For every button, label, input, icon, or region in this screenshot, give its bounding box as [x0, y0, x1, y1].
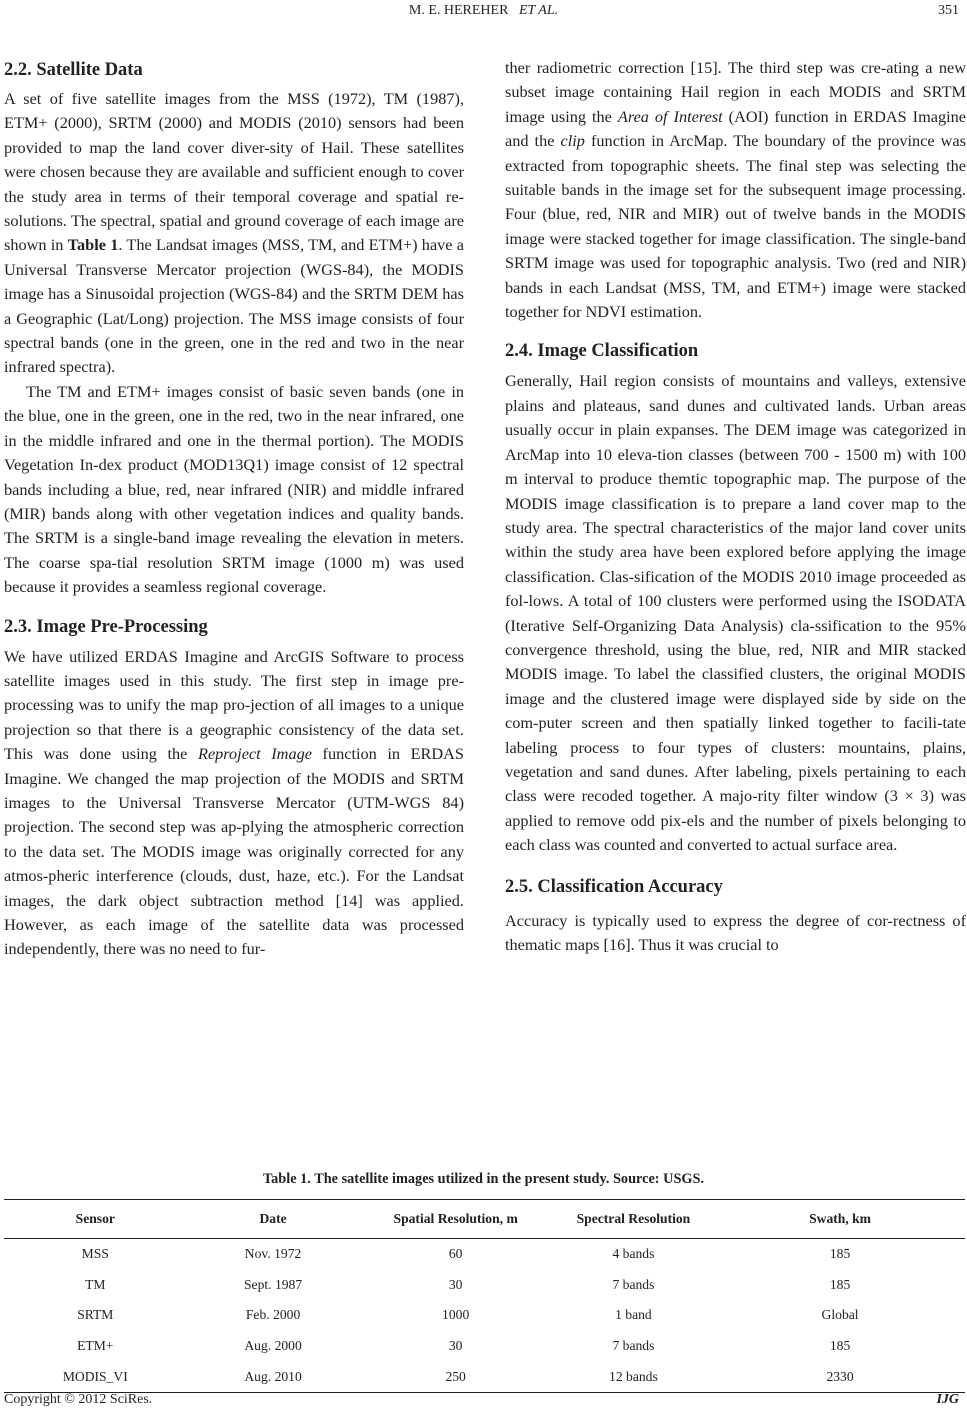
- right-column: [505, 56, 966, 957]
- table-cell: TM: [85, 1276, 106, 1292]
- table-reference[interactable]: Table 1: [67, 235, 119, 255]
- paragraph-text: . The Landsat images (MSS, TM, and ETM+) have a Universal Transverse Mercator projection (WGS-84), the MODIS image has a Sinusoidal projection (WGS-84) and the SRTM DEM has a Geographic (Lat/Long) projection. The MSS image consists of four spectral bands (one in the green, one in the red and two in the near infrared spectra).: [4, 235, 465, 377]
- table-cell: 60: [448, 1246, 463, 1262]
- table-cell: 185: [829, 1246, 851, 1262]
- table-cell: 1000: [442, 1307, 470, 1323]
- table-cell: 30: [448, 1338, 463, 1354]
- table-header-cell: Sensor: [4, 1200, 187, 1239]
- table-cell: ETM+: [77, 1338, 114, 1354]
- section-heading-2-2: 2.2. Satellite Data: [4, 60, 143, 80]
- left-column: [4, 56, 464, 962]
- table-cell: Nov. 1972: [244, 1246, 302, 1262]
- emphasis-reproject: Reproject Image: [198, 744, 312, 764]
- paragraph-2-4: Generally, Hail region consists of mountains and valleys, extensive plains and plateaus, sand dunes and cultivated lands. Urban areas usually occur in plain expanses. The DEM image was categorized in ArcMap into 10 eleva-tion classes (between 700 - 1500 m) with 100 m interval to produce themtic topographic map. The purpose of the MODIS image classification is to prepare a land cover map to the study area. The spectral characteristics of the major land cover units within the study area have been explored before applying the image classification. Clas-sification of the MODIS 2010 image proceeded as fol-lows. A total of 100 clusters were performed using the ISODATA (Iterative Self-Organizing Data Analysis) cla-ssification to the 95% convergence threshold, using the blue, red, NIR and MIR stacked MODIS image. To label the classified clusters, the original MODIS image and the clustered image were displayed side by side on the com-puter screen and then spatially linked together to facili-tate labeling process to four types of clusters: mountains, plains, vegetation and sand dunes. After labeling, pixels pertaining to each class were recoded together. A majo-rity filter window (3 × 3) was applied to remove odd pix-els and the number of pixels belonging to each class was counted and converted to actual surface area.: [505, 371, 966, 855]
- section-heading-2-3: 2.3. Image Pre-Processing: [4, 616, 208, 637]
- table-cell: 185: [829, 1276, 851, 1292]
- table-row: [4, 1361, 965, 1392]
- table-cell: 250: [360, 1361, 552, 1392]
- table-header-row: [4, 1200, 965, 1239]
- paragraph-text: (AOI) function in ERDAS Imagine and the: [505, 106, 966, 151]
- table-row: [4, 1331, 965, 1362]
- paragraph-2-2-a: [4, 87, 464, 380]
- table-cell: Aug. 2010: [187, 1361, 360, 1392]
- paragraph-text: A set of five satellite images from the MSS (1972), TM (1987), ETM+ (2000), SRTM (2000) and MODIS (2010) sensors had been provided to map the land cover diver-sity of Hail. These satellites were chosen because they are available and sufficient enough to cover the study area in terms of their temporal coverage and spatial re-solutions. The spectral, spatial and ground coverage of each image are shown in: [4, 89, 464, 255]
- table-cell: 2330: [715, 1361, 965, 1392]
- table-header-cell: Spectral Resolution: [552, 1200, 715, 1239]
- table-header-cell: Date: [187, 1200, 360, 1239]
- table-caption: Table 1. The satellite images utilized in the present study. Source: USGS.: [262, 1171, 705, 1187]
- table-cell: 4 bands: [612, 1246, 655, 1262]
- paragraph-2-5: Accuracy is typically used to express the degree of cor-rectness of thematic maps [16]. Thus it was crucial to: [505, 910, 966, 954]
- section-heading-2-5: 2.5. Classification Accuracy: [505, 876, 723, 897]
- table-cell: Feb. 2000: [245, 1307, 301, 1323]
- paragraph-text: We have utilized ERDAS Imagine and ArcGIS Software to process satellite images used in this study. The first step in image pre-processing was to unify the map pro-jection of all images to a unique projection so that there is a geographic consistency of the data set. This was done using the: [4, 646, 464, 764]
- table-cell: 7 bands: [612, 1338, 655, 1354]
- paragraph-text: ther radiometric correction [15]. The third step was cre-ating a new subset image containing Hail region in each MODIS and SRTM image using the: [505, 58, 966, 126]
- page-number: 351: [938, 3, 959, 18]
- copyright-notice: Copyright © 2012 SciRes.: [4, 1392, 153, 1407]
- table-header-cell: Spatial Resolution, m: [360, 1200, 552, 1239]
- table-row: [4, 1239, 965, 1270]
- running-title: [0, 0, 967, 22]
- table-cell: MODIS_VI: [4, 1361, 187, 1392]
- paragraph-2-3-part2: [505, 56, 966, 324]
- table-cell: 30: [448, 1276, 463, 1292]
- table-cell: SRTM: [77, 1307, 114, 1323]
- paragraph-text: function in ERDAS Imagine. We changed the map projection of the MODIS and SRTM images to the Universal Transverse Mercator (UTM-WGS 84) projection. The second step was ap-plying the atmospheric correction to the data set. The MODIS image was originally corrected for any atmos-pheric interference (clouds, dust, haze, etc.). For the Landsat images, the dark object subtraction method [14] was applied. However, as each image of the satellite data was processed independently, there was no need to fur-: [4, 744, 464, 959]
- running-header: [0, 0, 967, 22]
- emphasis-clip: clip: [560, 131, 585, 151]
- running-etal: ET AL.: [518, 3, 559, 18]
- table-cell: 1 band: [615, 1307, 652, 1323]
- table-cell: 7 bands: [612, 1276, 655, 1292]
- table-header-cell: Swath, km: [715, 1200, 965, 1239]
- satellite-images-table: [4, 1199, 965, 1393]
- paragraph-2-3-part1: [4, 645, 464, 962]
- section-heading-2-4: 2.4. Image Classification: [505, 341, 699, 362]
- table-cell: 12 bands: [552, 1361, 715, 1392]
- table-cell: Sept. 1987: [243, 1276, 303, 1292]
- table-cell: Aug. 2000: [244, 1338, 302, 1354]
- paragraph-text: function in ArcMap. The boundary of the province was extracted from topographic sheets. The final step was selecting the suitable bands in the image set for the subsequent image processing. Four (blue, red, NIR and MIR) out of twelve bands in the MODIS image were stacked together for image classification. The single-band SRTM image was used for topographic analysis. Two (red and NIR) bands in each Landsat (MSS, TM, and ETM+) image were stacked together for NDVI estimation.: [505, 131, 966, 322]
- table-row: [4, 1270, 965, 1301]
- journal-abbreviation: IJG: [936, 1392, 959, 1407]
- table-cell: 185: [829, 1338, 851, 1354]
- emphasis-aoi: Area of Interest: [617, 106, 723, 126]
- paragraph-2-2-b: The TM and ETM+ images consist of basic seven bands (one in the blue, one in the green, one in the red, two in the near infrared, one in the middle infrared and one in the thermal portion). The MODIS Vegetation In-dex product (MOD13Q1) image consist of 12 spectral bands including a blue, red, near infrared (NIR) and middle infrared (MIR) bands along with other vegetation indices and quality bands. The SRTM is a single-band image revealing the elevation in meters. The coarse spa-tial resolution SRTM image (1000 m) was used because it provides a seamless regional coverage.: [4, 381, 464, 597]
- table-cell: Global: [821, 1307, 859, 1323]
- running-author: M. E. HEREHER: [408, 3, 509, 18]
- table-row: [4, 1300, 965, 1331]
- table-cell: MSS: [81, 1246, 109, 1262]
